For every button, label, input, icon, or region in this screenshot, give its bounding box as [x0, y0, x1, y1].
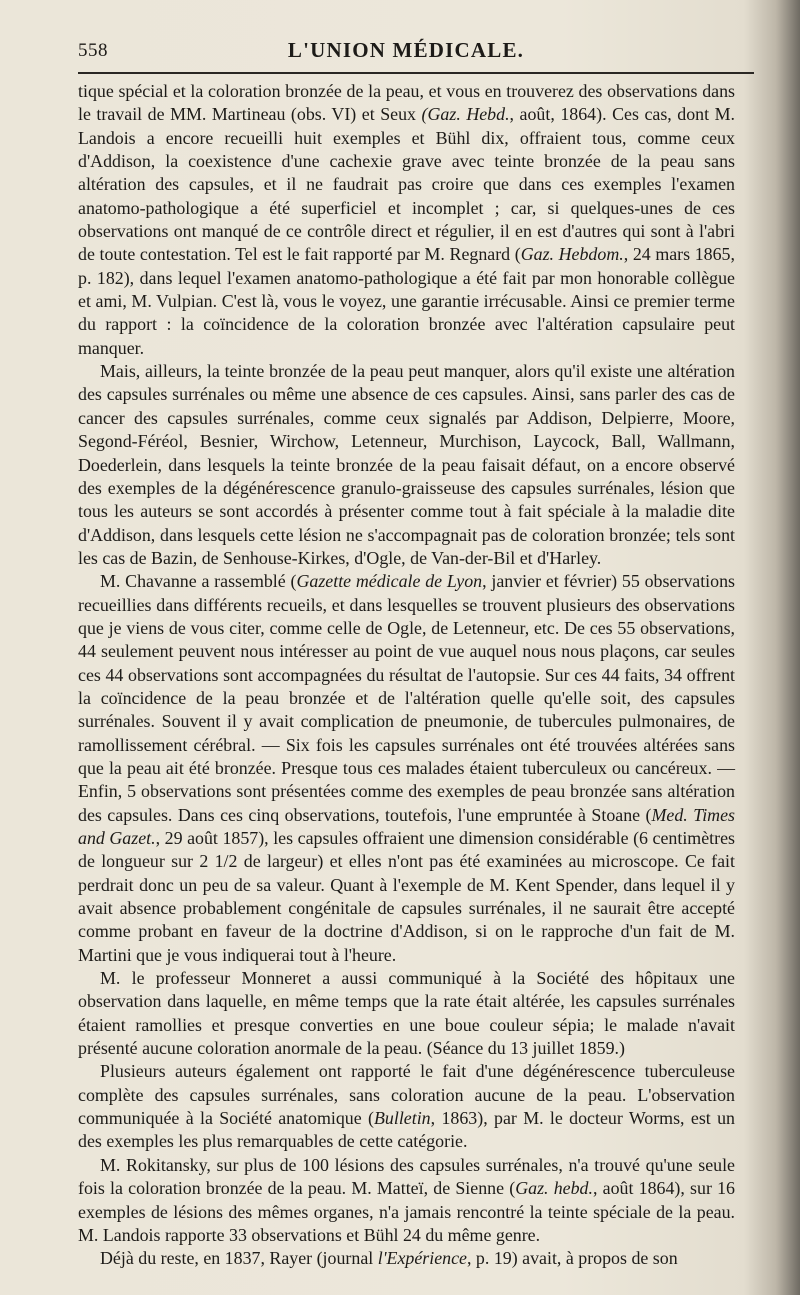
paragraph	[78, 80, 735, 360]
text-run: , janvier et février) 55 observations recueillies dans différents recueils, et dans lesquelles se trouvent plusieurs des observations que je viens de vous citer, comme celle de Ogle, de Letenneur, etc. De ces 55 observations, 44 seulement peuvent nous intéresser au point de vue auquel nous nous plaçons, car seules ces 44 observations sont accompagnées du résultat de l'autopsie. Sur ces 44 faits, 34 offrent la coïncidence de la peau bronzée et de l'altération quelle qu'elle soit, des capsules surrénales. Souvent il y avait complication de pneumonie, de tubercules pulmonaires, de ramollissement cérébral. — Six fois les capsules surrénales ont été trouvées altérées sans que la peau ait été bronzée. Presque tous ces malades étaient tuberculeux ou cancéreux. — Enfin, 5 observations sont présentées comme des exemples de peau bronzée sans altération des capsules. Dans ces cinq observations, toutefois, l'une empruntée à Stoane (	[78, 571, 736, 825]
text-run: , 24 mars 1865, p. 182), dans lequel l'examen anatomo-pathologique a été fait par mon honorable collègue et ami, M. Vulpian. C'est là, vous le voyez, une garantie irrécusable. Ainsi ce premier terme du rapport : la coïncidence de la coloration bronzée avec l'altération capsulaire peut manquer.	[78, 244, 735, 358]
text-run: tique spécial et la coloration bronzée de la peau, et vous en trouverez des observations dans le travail de MM. Martineau (obs. VI) et Seux	[78, 81, 735, 125]
italic-citation: Gaz. hebd.	[515, 1178, 593, 1199]
text-run: , août 1864), sur 16 exemples de lésions des mêmes organes, n'a jamais rencontré la teinte spéciale de la peau. M. Landois rapporte 33 observations et Bühl 24 du même genre.	[78, 1178, 735, 1245]
italic-citation: Med. Times and Gazet.	[78, 804, 735, 848]
paragraph	[78, 360, 735, 570]
italic-citation: l'Expérience	[377, 1248, 467, 1269]
text-run: , 1863), par M. le docteur Worms, est un des exemples les plus remarquables de cette catégorie.	[78, 1108, 735, 1152]
text-run: , 29 août 1857), les capsules offraient une dimension considérable (6 centimètres de longueur sur 2 1/2 de largeur) et elles n'ont pas été examinées au microscope. Ce fait perdrait donc un peu de sa valeur. Quant à l'exemple de M. Kent Spender, dans lequel il y avait absence probablement congénitale de capsules surrénales, il ne saurait être accepté comme probant en faveur de la doctrine d'Addison, si on le rapproche d'un fait de M. Martini que je vous indiquerai tout à l'heure.	[78, 828, 735, 965]
text-run: Mais, ailleurs, la teinte bronzée de la peau peut manquer, alors qu'il existe une altération des capsules surrénales ou même une absence de ces capsules. Ainsi, sans parler des cas de cancer des capsules surrénales, comme ceux signalés par Addison, Delpierre, Moore, Segond-Féréol, Besnier, Wirchow, Letenneur, Murchison, Laycock, Ball, Wallmann, Doederlein, dans lesquels la teinte bronzée de la peau faisait défaut, on a encore observé des exemples de la dégénérescence granulo-graisseuse des capsules surrénales, lésion que tous les auteurs se sont accordés à présenter comme tout à fait spéciale à la maladie dite d'Addison, dans lesquels cette lésion ne s'accompagnait pas de coloration bronzée; tels sont les cas de Bazin, de Senhouse-Kirkes, d'Ogle, de Van-der-Bil et d'Harley.	[78, 361, 735, 568]
italic-citation: Gazette médicale de Lyon	[296, 571, 483, 592]
running-title: L'UNION MÉDICALE.	[287, 38, 525, 62]
text-run: M. le professeur Monneret a aussi communiqué à la Société des hôpitaux une observation dans laquelle, en même temps que la rate était altérée, les capsules surrénales étaient ramollies et presque converties en une boue couleur sépia; le malade n'avait présenté aucune coloration anormale de la peau. (Séance du 13 juillet 1859.)	[78, 968, 735, 1059]
paragraph	[78, 1247, 735, 1270]
paragraph	[78, 967, 735, 1060]
paragraph	[78, 1154, 735, 1247]
italic-citation: Bulletin	[373, 1108, 431, 1129]
paragraph	[78, 1060, 735, 1153]
paragraph	[78, 570, 735, 967]
text-run: Plusieurs auteurs également ont rapporté le fait d'une dégénérescence tuberculeuse complète des capsules surrénales, sans coloration aucune de la peau. L'observation communiquée à la Société anatomique (	[78, 1061, 735, 1129]
header-rule	[78, 72, 754, 74]
page-number: 558	[78, 40, 108, 61]
text-run: , p. 19) avait, à propos de son	[466, 1248, 678, 1269]
italic-citation: (Gaz. Hebd.	[421, 104, 510, 125]
text-run: , août, 1864). Ces cas, dont M. Landois a encore recueilli huit exemples et Bühl dix, offraient tous, comme ceux d'Addison, la coexistence d'une cachexie grave avec teinte bronzée de la peau sans altération des capsules, et il ne faudrait pas croire que dans ces exemples l'examen anatomo-pathologique a été superficiel et incomplet ; car, si quelques-unes de ces observations ont manqué de ce contrôle direct et régulier, il en est d'autres qui sont à l'abri de toute contestation. Tel est le fait rapporté par M. Regnard (	[78, 104, 735, 265]
italic-citation: Gaz. Hebdom.	[520, 244, 624, 265]
page-header	[78, 38, 734, 66]
text-run: M. Chavanne a rassemblé (	[100, 571, 297, 592]
text-run: Déjà du reste, en 1837, Rayer (journal	[100, 1248, 378, 1269]
body-text	[78, 80, 735, 1271]
text-run: M. Rokitansky, sur plus de 100 lésions des capsules surrénales, n'a trouvé qu'une seule fois la coloration bronzée de la peau. M. Matteï, de Sienne (	[78, 1154, 735, 1199]
